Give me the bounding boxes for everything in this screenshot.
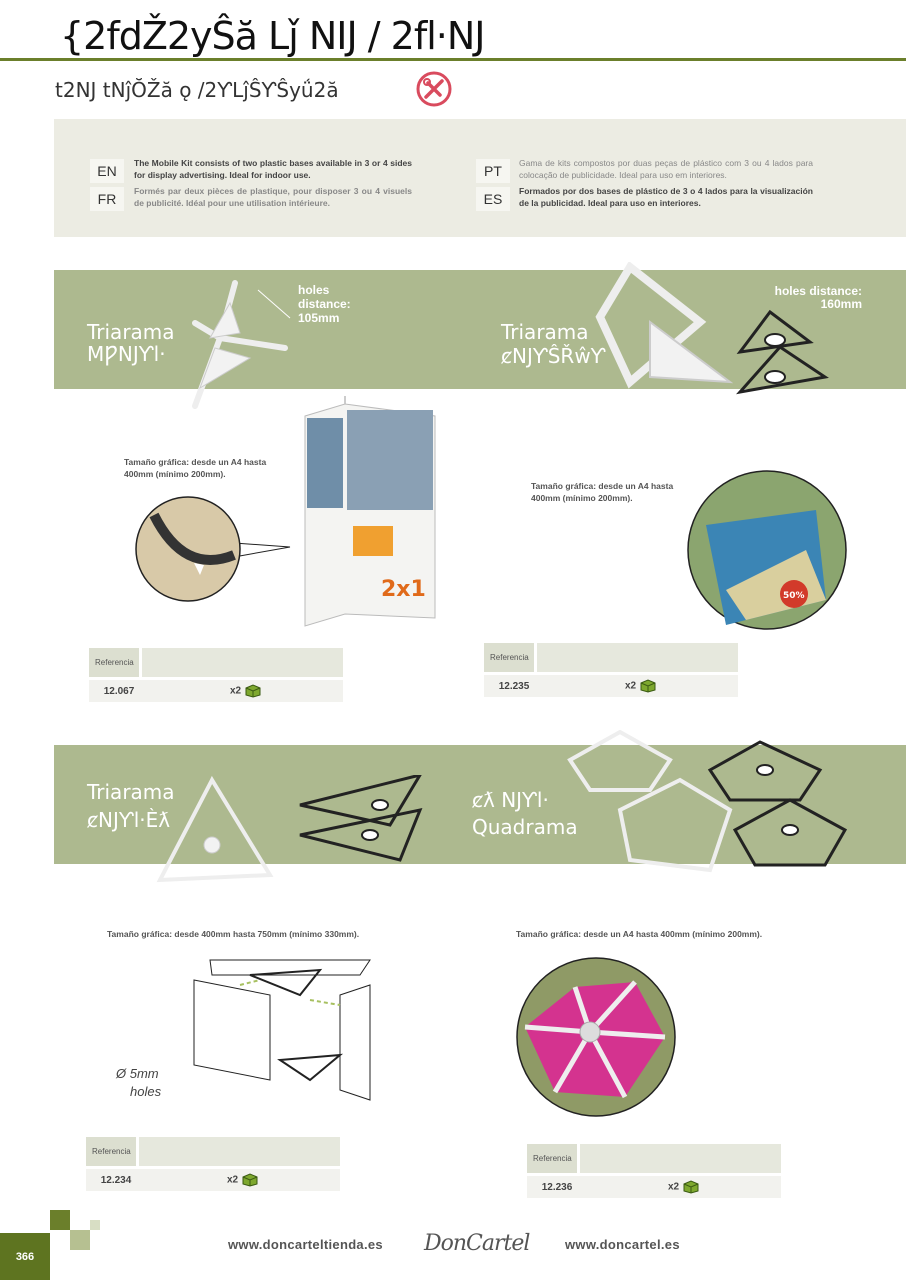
product-3-hole-label: holes [130, 1084, 162, 1099]
product-4-subname: Quadrama [472, 815, 578, 839]
product-3-hole-size: Ø 5mm [116, 1066, 159, 1081]
lang-badge-pt: PT [476, 159, 510, 183]
product-4-name: ȼƛ NJƳl· [472, 788, 549, 812]
footer-url-site[interactable]: www.doncartel.es [565, 1237, 680, 1252]
box-icon [639, 679, 657, 693]
qty-label: x2 [229, 685, 242, 697]
desc-fr: Formés par deux pièces de plastique, pour disposer 3 ou 4 visuels de publicité. Idéal pour une utilisation intérieure. [134, 186, 412, 208]
brand-logo: DonCartel [424, 1231, 530, 1256]
product-1-graphic-size: Tamaño gráfica: desde un A4 hasta 400mm (mínimo 200mm). [124, 457, 267, 479]
box-icon [244, 684, 262, 698]
product-3-name: Triarama [87, 780, 175, 804]
page-subtitle: t2NJ tNĵŎŽă ǫ /2ƳLĵŜƳŜyǘ2ă [55, 78, 339, 102]
triarama-small-base-illustration [180, 278, 310, 413]
ref-code: 12.236 [541, 1181, 573, 1193]
svg-text:50%: 50% [783, 591, 805, 601]
product-1-ref-table [89, 648, 343, 702]
product-2-ref-table [484, 643, 738, 697]
desc-es: Formados por dos bases de plástico de 3 o 4 lados para la visualización de la publicidad. Ideal para uso en interiores. [519, 186, 813, 208]
product-3-assembly-diagram [190, 955, 380, 1110]
product-1-display-photo [303, 396, 437, 630]
footer-square-2 [70, 1230, 90, 1250]
product-3-ref-table [86, 1137, 340, 1191]
ref-header: Referencia [86, 1137, 136, 1166]
lang-badge-es: ES [476, 187, 510, 211]
product-2-photo [686, 470, 848, 630]
footer-square-1 [50, 1210, 70, 1230]
ref-code: 12.235 [498, 680, 530, 692]
desc-en: The Mobile Kit consists of two plastic bases available in 3 or 4 sides for display advertising. Ideal for indoor use. [134, 158, 412, 180]
product-2-graphic-size: Tamaño gráfica: desde un A4 hasta 400mm (mínimo 200mm). [531, 481, 674, 503]
product-3-subname: ȼNJƳl·Èƛ [87, 808, 171, 832]
qty-label: x2 [226, 1174, 239, 1186]
qty-label: x2 [667, 1181, 680, 1193]
ref-header: Referencia [484, 643, 534, 672]
product-1-hole-note: holes distance: 105mm [298, 283, 351, 325]
ref-code: 12.234 [100, 1174, 132, 1186]
ref-header: Referencia [89, 648, 139, 677]
product-1-detail-photo [134, 495, 294, 605]
triarama-xl-base-illustration [150, 775, 440, 885]
footer-url-shop[interactable]: www.doncarteltienda.es [228, 1237, 383, 1252]
ref-header: Referencia [527, 1144, 577, 1173]
product-1-name: Triarama [87, 320, 175, 344]
qty-label: x2 [624, 680, 637, 692]
product-4-photo [515, 957, 677, 1117]
page-title: {2fdŽ2yŜă Lǰ NIJ / 2fl·NJ [60, 14, 485, 58]
page-number: 366 [0, 1233, 50, 1280]
product-3-graphic-size: Tamaño gráfica: desde 400mm hasta 750mm (mínimo 330mm). [107, 929, 360, 939]
ref-code: 12.067 [103, 685, 135, 697]
product-4-ref-table [527, 1144, 781, 1198]
desc-pt: Gama de kits compostos por duas peças de plástico com 3 ou 4 lados para colocação de publicidade. Ideal para uso em interiores. [519, 158, 813, 180]
lang-badge-fr: FR [90, 187, 124, 211]
box-icon [241, 1173, 259, 1187]
quadrama-base-illustration [560, 730, 850, 880]
svg-text:2x1: 2x1 [381, 577, 426, 602]
triarama-large-base-illustration [590, 262, 860, 402]
lang-badge-en: EN [90, 159, 124, 183]
product-4-graphic-size: Tamaño gráfica: desde un A4 hasta 400mm (mínimo 200mm). [516, 929, 763, 939]
no-tools-icon [416, 71, 452, 107]
footer-square-3 [90, 1220, 100, 1230]
product-2-subname: ȼNJƳŜŘŵƳ [501, 344, 606, 368]
product-2-hole-note: holes distance: 160mm [774, 284, 862, 311]
header-rule [0, 58, 906, 61]
box-icon [682, 1180, 700, 1194]
product-1-subname: MǷNJƳl· [87, 342, 166, 366]
product-2-name: Triarama [501, 320, 589, 344]
